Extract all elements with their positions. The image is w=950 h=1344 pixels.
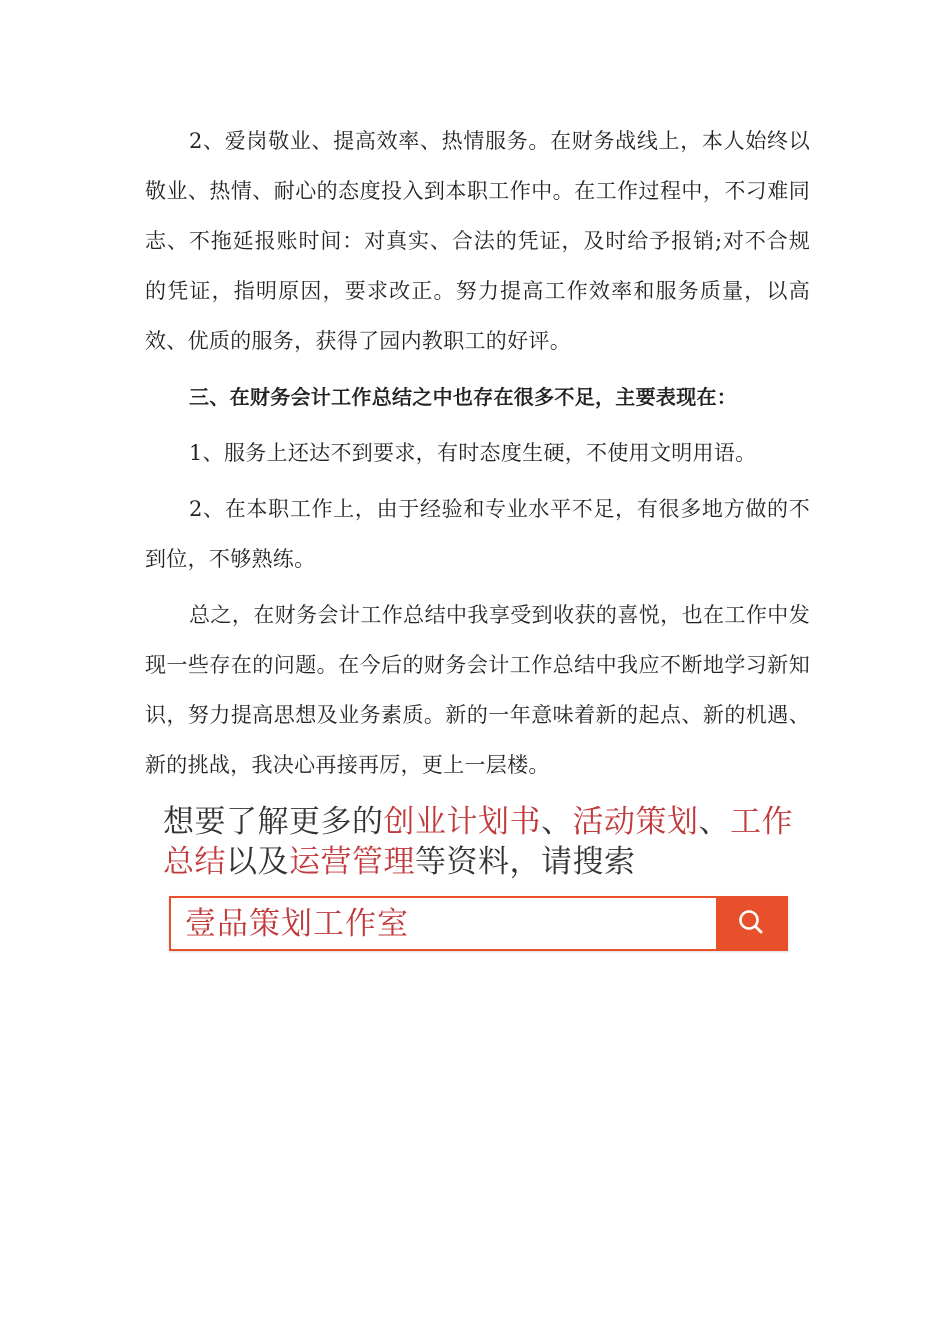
promo-text-part: 、 [698, 804, 730, 840]
search-icon [736, 907, 766, 941]
promo-text-part: 、 [541, 804, 573, 840]
promo-text-part: 想要了解更多的 [163, 804, 384, 840]
paragraph-skill-issue: 2、在本职工作上，由于经验和专业水平不足，有很多地方做的不到位，不够熟练。 [145, 497, 810, 571]
promo-text-part: 等资料，请搜索 [415, 844, 636, 880]
promo-keyword-work-summary: 工作总结 [163, 804, 793, 880]
section-heading-shortcomings: 三、在财务会计工作总结之中也存在很多不足，主要表现在： [189, 385, 738, 409]
promo-keyword-event-planning: 活动策划 [572, 804, 699, 840]
promo-text [163, 802, 803, 882]
search-button[interactable] [716, 898, 786, 949]
promo-keyword-operations: 运营管理 [289, 844, 415, 880]
search-bar [169, 896, 788, 951]
paragraph-service-issue: 1、服务上还达不到要求，有时态度生硬，不使用文明用语。 [189, 441, 757, 465]
paragraph-dedication: 2、爱岗敬业、提高效率、热情服务。在财务战线上，本人始终以敬业、热情、耐心的态度投入到本职工作中。在工作过程中，不刁难同志、不拖延报账时间：对真实、合法的凭证，及时给予报销;对不合规的凭证，指明原因，要求改正。努力提高工作效率和服务质量，以高效、优质的服务，获得了园内教职工的好评。 [145, 129, 810, 353]
document-body [145, 116, 810, 790]
promo-text-part: 以及 [226, 844, 289, 880]
paragraph-conclusion: 总之，在财务会计工作总结中我享受到收获的喜悦，也在工作中发现一些存在的问题。在今后的财务会计工作总结中我应不断地学习新知识，努力提高思想及业务素质。新的一年意味着新的起点、新的机遇、新的挑战，我决心再接再厉，更上一层楼。 [145, 603, 810, 777]
search-input[interactable]: 壹品策划工作室 [185, 906, 409, 942]
promo-keyword-business-plan: 创业计划书 [383, 804, 541, 840]
